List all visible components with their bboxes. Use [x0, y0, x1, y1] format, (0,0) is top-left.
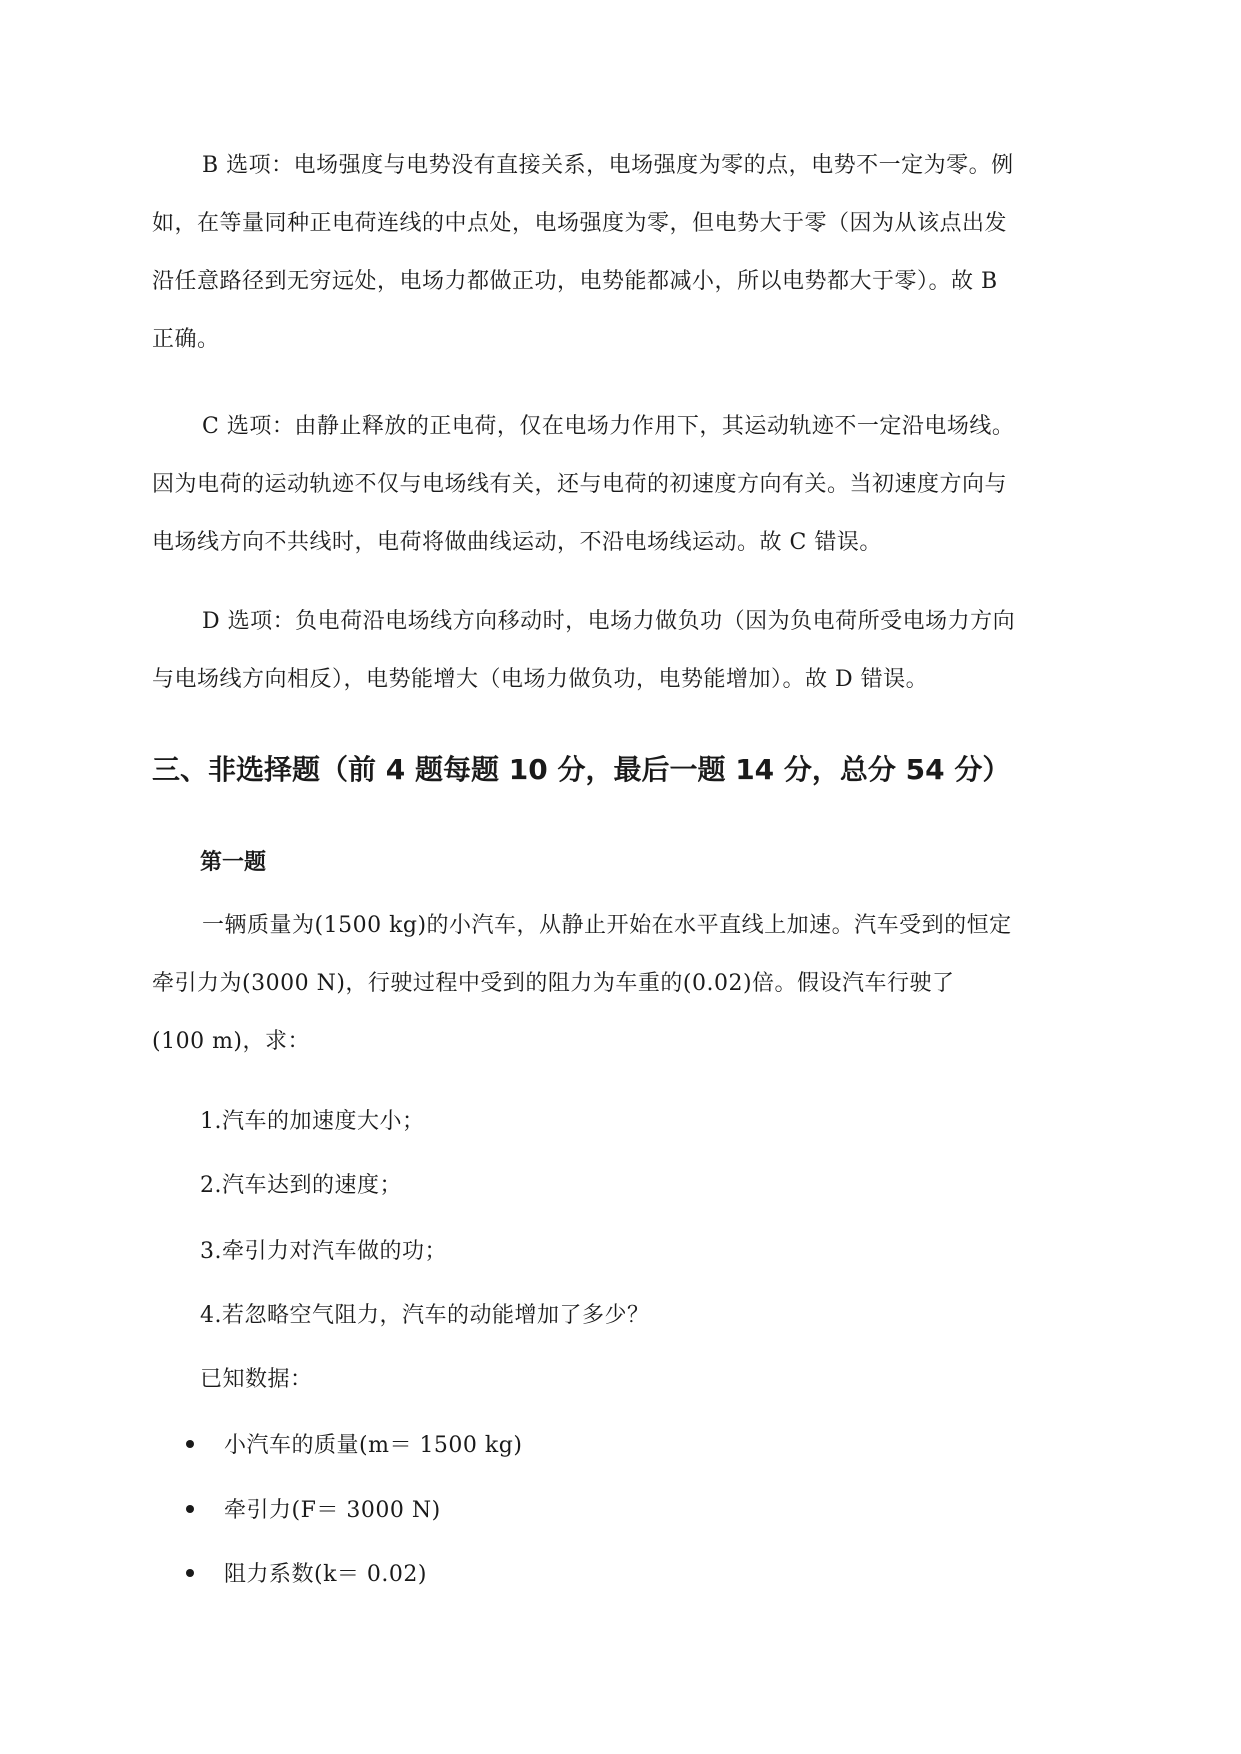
- option-c-line: 因为电荷的运动轨迹不仅与电场线有关，还与电荷的初速度方向有关。当初速度方向与: [152, 472, 1008, 497]
- question-stem-line: 一辆质量为(1500 kg)的小汽车，从静止开始在水平直线上加速。汽车受到的恒定: [202, 913, 1012, 938]
- question-stem: [152, 897, 1092, 1071]
- option-d-paragraph: [152, 593, 1092, 709]
- option-b-paragraph: [152, 137, 1092, 369]
- option-b-line: 如，在等量同种正电荷连线的中点处，电场强度为零，但电势大于零（因为从该点出发: [152, 211, 1008, 236]
- known-data-text: 牵引力(F＝ 3000 N): [224, 1498, 441, 1523]
- bullet-icon: [186, 1440, 194, 1448]
- bullet-icon: [186, 1505, 194, 1513]
- option-c-paragraph: [152, 398, 1092, 572]
- section-heading: 三、非选择题（前 4 题每题 10 分，最后一题 14 分，总分 54 分）: [152, 753, 1011, 786]
- option-b-line: B 选项：电场强度与电势没有直接关系，电场强度为零的点，电势不一定为零。例: [202, 153, 1014, 178]
- option-d-line: 与电场线方向相反），电势能增大（电场力做负功，电势能增加）。故 D 错误。: [152, 667, 929, 692]
- sub-question: 2.汽车达到的速度；: [200, 1173, 402, 1198]
- known-data-item: [186, 1557, 427, 1588]
- known-data-item: [186, 1428, 522, 1459]
- sub-question: 1.汽车的加速度大小；: [200, 1109, 425, 1134]
- known-data-text: 阻力系数(k＝ 0.02): [224, 1562, 427, 1587]
- known-data-text: 小汽车的质量(m＝ 1500 kg): [224, 1433, 523, 1458]
- question-title: 第一题: [200, 850, 267, 875]
- known-data-label: 已知数据：: [200, 1367, 313, 1392]
- bullet-icon: [186, 1569, 194, 1577]
- question-stem-line: 牵引力为(3000 N)，行驶过程中受到的阻力为车重的(0.02)倍。假设汽车行驶了: [152, 971, 955, 996]
- question-stem-line: (100 m)，求：: [152, 1029, 311, 1054]
- option-b-line: 沿任意路径到无穷远处，电场力都做正功，电势能都减小，所以电势都大于零）。故 B: [152, 269, 998, 294]
- sub-question: 4.若忽略空气阻力，汽车的动能增加了多少？: [200, 1303, 650, 1328]
- option-d-line: D 选项：负电荷沿电场线方向移动时，电场力做负功（因为负电荷所受电场力方向: [202, 609, 1016, 634]
- known-data-item: [186, 1493, 441, 1524]
- sub-question: 3.牵引力对汽车做的功；: [200, 1239, 447, 1264]
- option-c-line: 电场线方向不共线时，电荷将做曲线运动，不沿电场线运动。故 C 错误。: [152, 530, 882, 555]
- option-c-line: C 选项：由静止释放的正电荷，仅在电场力作用下，其运动轨迹不一定沿电场线。: [202, 414, 1015, 439]
- option-b-line: 正确。: [152, 327, 220, 352]
